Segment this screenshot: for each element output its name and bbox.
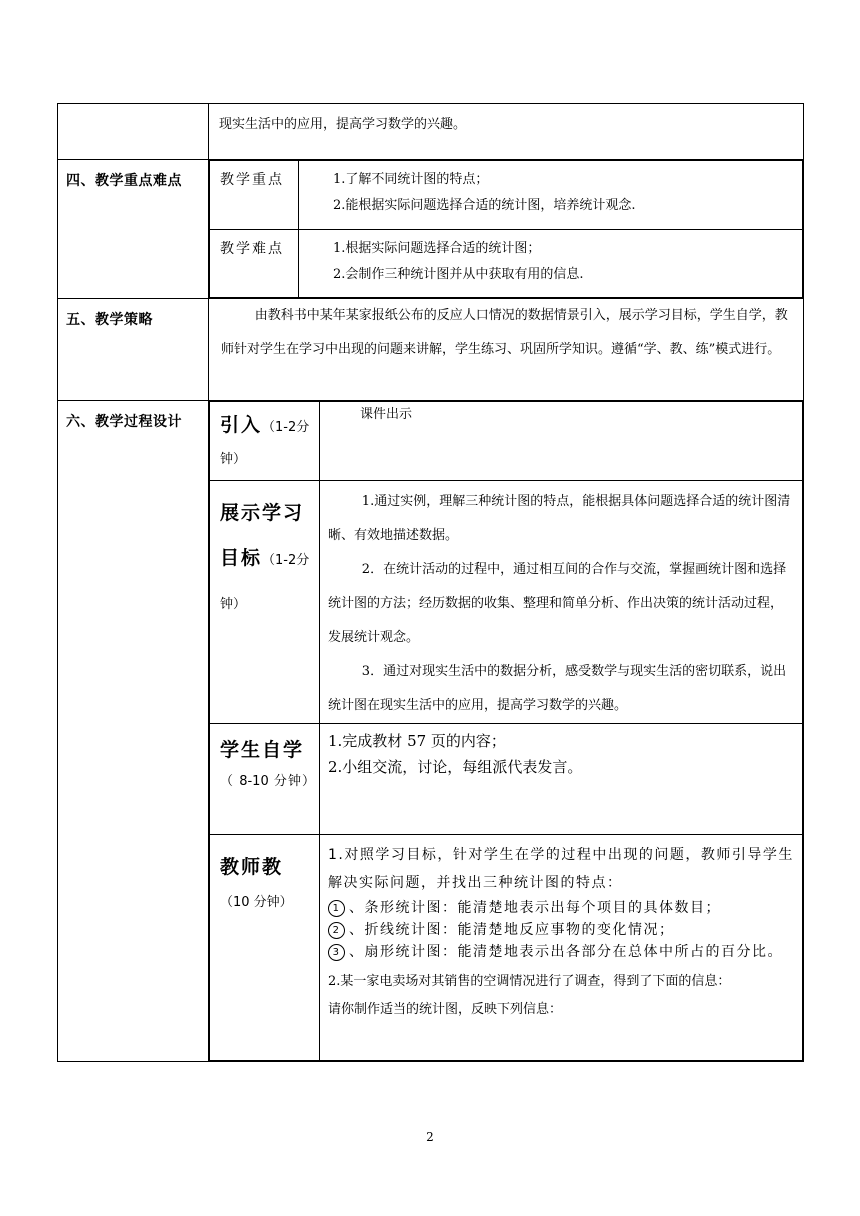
circled-number: 3 — [328, 944, 345, 961]
teacher-point: 1 、条形统计图：能清楚地表示出每个项目的具体数目； — [328, 897, 794, 919]
circled-number: 1 — [328, 900, 345, 917]
key-points-table — [209, 160, 803, 298]
table-row — [58, 401, 804, 1062]
difficult-label: 教学难点 — [210, 230, 299, 298]
goals-label: 展示学习目标 — [220, 502, 305, 569]
empty-cell — [58, 104, 209, 160]
self-study-duration: （ 8-10 分钟） — [220, 774, 315, 789]
list-item: 2.小组交流，讨论，每组派代表发言。 — [328, 758, 583, 776]
teacher-point: 3 、扇形统计图：能清楚地表示出各部分在总体中所占的百分比。 — [328, 941, 794, 963]
goal-item: 2．在统计活动的过程中，通过相互间的合作与交流，掌握画统计图和选择统计图的方法；经历数据的收集、整理和简单分析、作出决策的统计活动过程，发展统计观念。 — [328, 562, 787, 645]
intro-label: 引入 — [220, 414, 263, 436]
continued-text: 现实生活中的应用，提高学习数学的兴趣。 — [209, 104, 804, 160]
page-number: 2 — [426, 1130, 434, 1144]
table-row — [58, 299, 804, 401]
section-title: 六、教学过程设计 — [58, 401, 209, 1062]
intro-duration: （1-2分钟） — [220, 420, 310, 467]
strategy-text: 由教科书中某年某家报纸公布的反应人口情况的数据情景引入，展示学习目标，学生自学，教师针对学生在学习中出现的问题来讲解，学生练习、巩固所学知识。遵循“学、教、练”模式进行。 — [209, 299, 804, 401]
section-title: 四、教学重点难点 — [58, 160, 209, 299]
question-2-instruction: 请你制作适当的统计图，反映下列信息： — [328, 1002, 563, 1017]
section-title: 五、教学策略 — [58, 299, 209, 401]
table-row — [58, 104, 804, 160]
intro-content: 课件出示 — [320, 402, 803, 481]
self-study-label: 学生自学 — [220, 739, 305, 761]
goal-item: 1.通过实例，理解三种统计图的特点，能根据具体问题选择合适的统计图清晰、有效地描述数据。 — [328, 494, 791, 543]
lesson-plan-table — [57, 103, 804, 1062]
teacher-label: 教师教 — [220, 856, 284, 878]
list-item: 1.根据实际问题选择合适的统计图； — [333, 241, 541, 256]
goals-duration: （1-2分钟） — [220, 553, 310, 612]
teacher-point: 2 、折线统计图：能清楚地反应事物的变化情况； — [328, 919, 794, 941]
table-row — [58, 160, 804, 299]
circled-number: 2 — [328, 922, 345, 939]
list-item: 2.会制作三种统计图并从中获取有用的信息. — [333, 267, 584, 282]
process-table — [209, 401, 803, 1061]
list-item: 1.了解不同统计图的特点； — [333, 172, 489, 187]
list-item: 2.能根据实际问题选择合适的统计图，培养统计观念. — [333, 198, 636, 213]
goal-item: 3．通过对现实生活中的数据分析，感受数学与现实生活的密切联系，说出统计图在现实生活中的应用，提高学习数学的兴趣。 — [328, 664, 787, 713]
teacher-duration: （10 分钟） — [220, 895, 293, 910]
key-label: 教学重点 — [210, 161, 299, 230]
question-2: 2.某一家电卖场对其销售的空调情况进行了调查，得到了下面的信息： — [328, 974, 731, 989]
list-item: 1.完成教材 57 页的内容； — [328, 732, 506, 750]
teacher-intro: 1.对照学习目标，针对学生在学的过程中出现的问题，教师引导学生解决实际问题，并找出三种统计图的特点： — [328, 847, 794, 891]
